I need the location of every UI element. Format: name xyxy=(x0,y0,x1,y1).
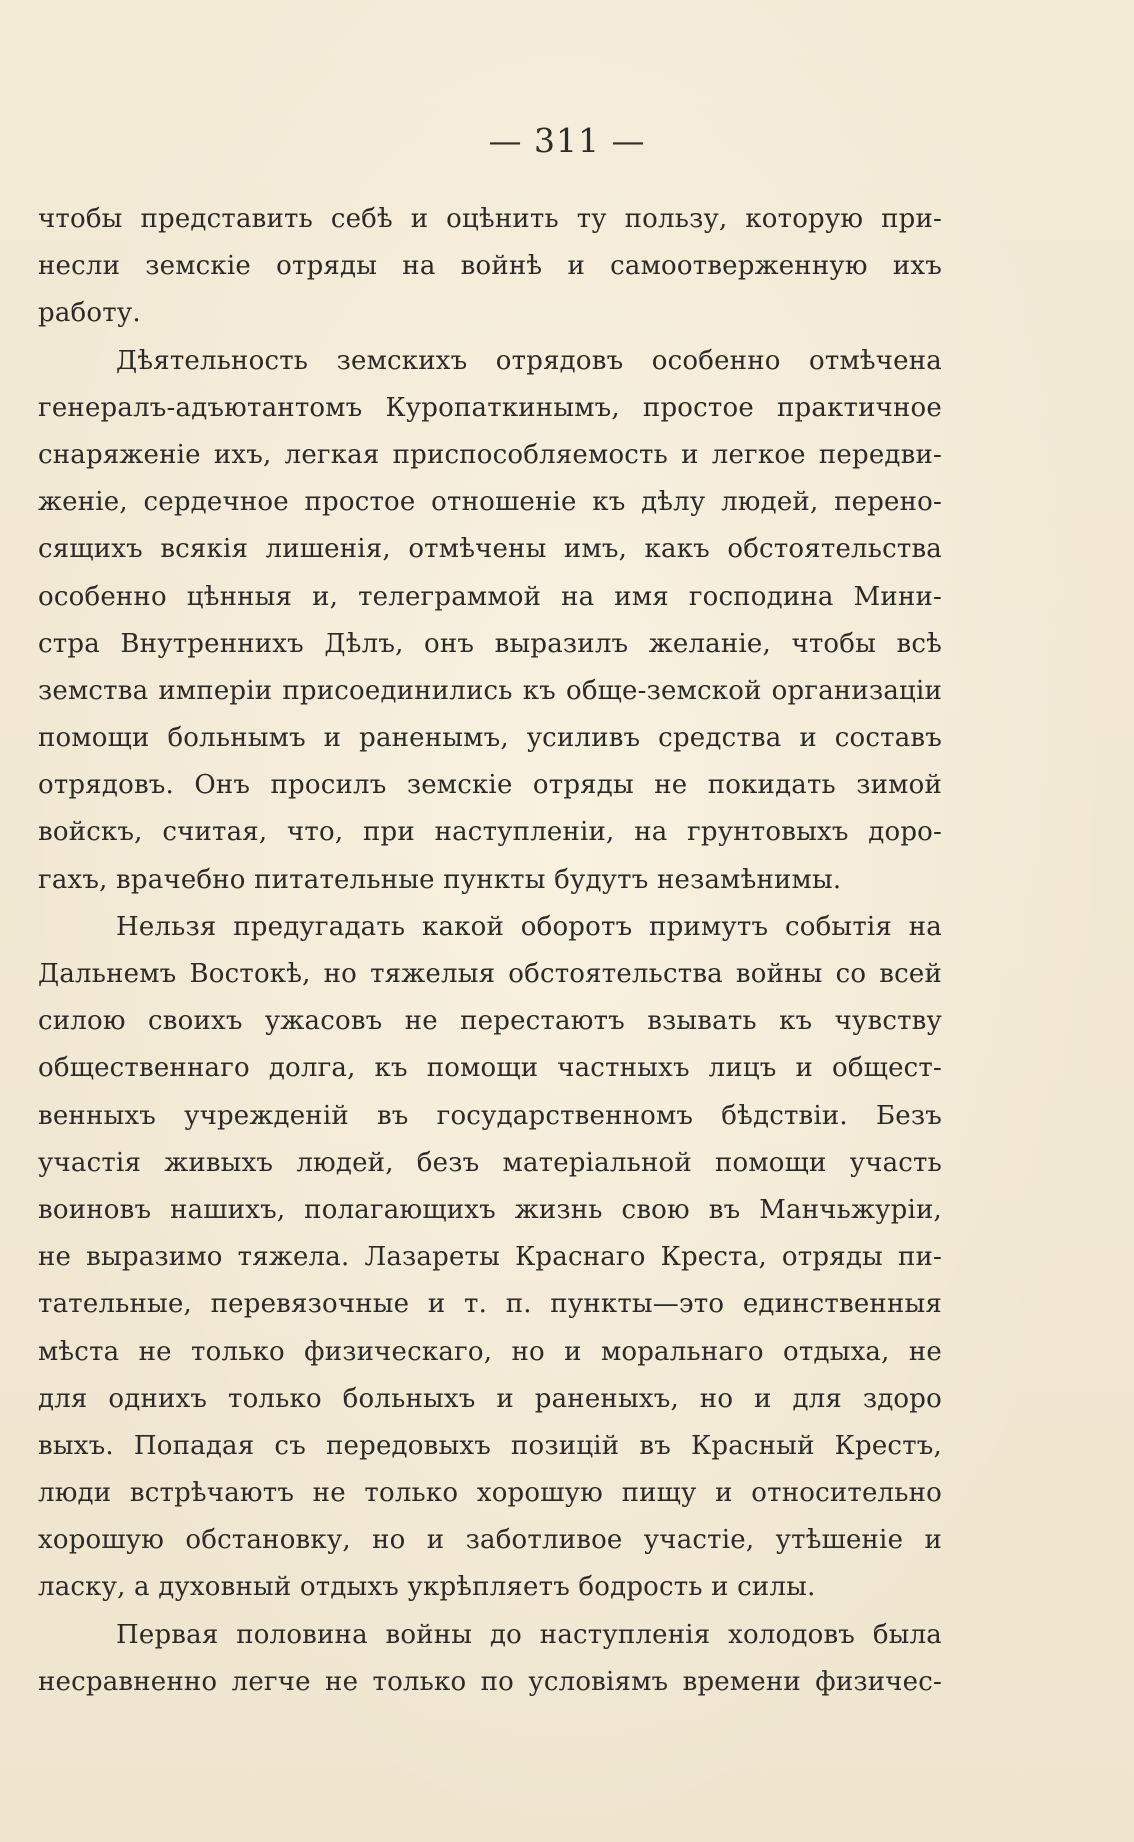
text-line: люди встрѣчаютъ не только хорошую пищу и относительно xyxy=(38,1478,942,1509)
text-line: Нельзя предугадать какой оборотъ примутъ событія на xyxy=(116,911,942,942)
text-line: не выразимо тяжела. Лазареты Краснаго Креста, отряды пи- xyxy=(38,1242,942,1273)
text-line: отрядовъ. Онъ просилъ земскіе отряды не покидать зимой xyxy=(38,770,942,801)
text-line: помощи больнымъ и раненымъ, усиливъ средства и составъ xyxy=(38,723,942,754)
text-line: тательные, перевязочные и т. п. пункты—это единственныя xyxy=(38,1289,942,1320)
text-line: Первая половина войны до наступленія холодовъ была xyxy=(116,1619,942,1650)
text-line: земства имперіи присоединились къ обще-земской организаціи xyxy=(38,675,942,706)
text-line: работу. xyxy=(38,298,141,329)
text-line: гахъ, врачебно питательные пункты будутъ незамѣнимы. xyxy=(38,864,842,895)
body-text xyxy=(38,196,942,1706)
text-line: силою своихъ ужасовъ не перестаютъ взывать къ чувству xyxy=(38,1006,942,1037)
text-line: общественнаго долга, къ помощи частныхъ лицъ и общест- xyxy=(38,1053,942,1084)
text-line: ласку, а духовный отдыхъ укрѣпляетъ бодрость и силы. xyxy=(38,1572,816,1603)
page-number: — 311 — xyxy=(488,121,646,160)
text-line: мѣста не только физическаго, но и моральнаго отдыха, не xyxy=(38,1336,942,1367)
text-line: участія живыхъ людей, безъ матеріальной помощи участь xyxy=(38,1147,942,1178)
text-line: войскъ, считая, что, при наступленіи, на грунтовыхъ доро- xyxy=(38,817,942,848)
text-line: воиновъ нашихъ, полагающихъ жизнь свою въ Манчьжуріи, xyxy=(38,1194,942,1225)
text-line: несравненно легче не только по условіямъ времени физичес- xyxy=(38,1666,942,1697)
text-line: стра Внутреннихъ Дѣлъ, онъ выразилъ желаніе, чтобы всѣ xyxy=(38,628,942,659)
text-line: женіе, сердечное простое отношеніе къ дѣлу людей, перено- xyxy=(38,487,942,518)
text-line: особенно цѣнныя и, телеграммой на имя господина Мини- xyxy=(38,581,942,612)
text-line: чтобы представить себѣ и оцѣнить ту пользу, которую при- xyxy=(38,204,942,234)
text-line: сящихъ всякія лишенія, отмѣчены имъ, какъ обстоятельства xyxy=(38,534,942,565)
text-line: генералъ-адъютантомъ Куропаткинымъ, простое практичное xyxy=(38,392,942,423)
text-line: Дальнемъ Востокѣ, но тяжелыя обстоятельства войны со всей xyxy=(38,959,942,989)
text-line: выхъ. Попадая съ передовыхъ позицій въ Красный Крестъ, xyxy=(38,1430,942,1461)
text-line: снаряженіе ихъ, легкая приспособляемость и легкое передви- xyxy=(38,439,942,470)
text-line: Дѣятельность земскихъ отрядовъ особенно отмѣчена xyxy=(116,345,942,376)
text-line: для однихъ только больныхъ и раненыхъ, но и для здоро xyxy=(38,1383,942,1414)
text-line: венныхъ учрежденій въ государственномъ бѣдствіи. Безъ xyxy=(38,1100,942,1131)
text-line: хорошую обстановку, но и заботливое участіе, утѣшеніе и xyxy=(38,1525,942,1556)
text-line: несли земскіе отряды на войнѣ и самоотверженную ихъ xyxy=(38,251,942,282)
